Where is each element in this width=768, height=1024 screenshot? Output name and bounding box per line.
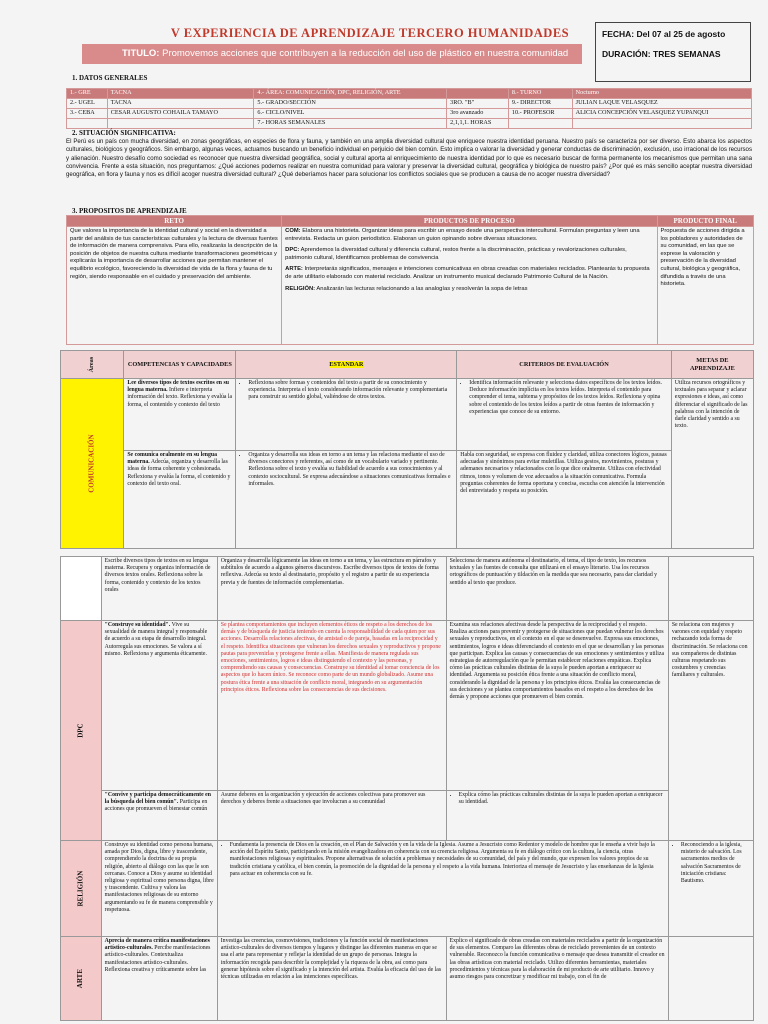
section-propositos-title: 3. PROPOSITOS DE APRENDIZAJE (72, 207, 187, 215)
datos-cell (67, 119, 108, 129)
area-blank (61, 557, 102, 621)
datos-cell: TACNA (107, 99, 254, 109)
duration-value: TRES SEMANAS (653, 49, 721, 59)
producto-dpc: DPC: Aprendemos la diversidad cultural y diferencia cultural, restos frente a la discriminación, prácticas y revalorizaciones culturales, patrimonio cultural, Identificamos problemas de convivencia (285, 247, 627, 261)
header-areas: Áreas (61, 351, 124, 379)
datos-cell: 7.- HORAS SEMANALES (254, 119, 447, 129)
datos-cell: 4.- ÁREA: COMUNICACIÓN, DPC, RELIGIÓN, ARTE (254, 89, 447, 99)
art-std: Investiga las creencias, cosmovisiones, tradiciones y la función social de manifestaciones artístico-culturales de diversos tiempos y lugares y distingue las diferentes maneras en que se usa el arte para representar y reflejar la identidad de un grupo de personas. Integra la información recogida para describir la complejidad y la riqueza de la obra, así como para generar hipótesis sobre el significado y la intención del artista. Evalúa la eficacia del uso de las técnicas utilizadas en relación a las intenciones específicas. (217, 937, 446, 1021)
header-competencias: COMPETENCIAS Y CAPACIDADES (124, 351, 236, 379)
date-box (595, 22, 751, 82)
datos-cell (572, 119, 751, 129)
datos-cell: 1.- GRE (67, 89, 108, 99)
datos-cell (447, 89, 509, 99)
header-productos: PRODUCTOS DE PROCESO (282, 216, 657, 227)
dpc-std0: Organiza y desarrolla lógicamente las ideas en torno a un tema, y las estructura en párrafos y subtítulos de acuerdo a algunos géneros discursivos. Escribe diversos tipos de textos de forma reflexiva. Adecúa su texto al destinatario, propósito y el registro a partir de su experiencia previa y de fuentes de información complementarias. (217, 557, 446, 621)
com-cap2: Se comunica oralmente en su lengua materna. Adecúa, organiza y desarrolla las ideas de forma coherente y cohesionada. Reflexiona y evalúa la forma, el contenido y contexto del texto oral. (124, 451, 236, 549)
com-std1: • Reflexiona sobre formas y contenidos del texto a partir de su conocimiento y experiencia. Interpreta el texto considerando información relevante y complementaria para construir su sentido global, valiéndose de otros textos. (236, 379, 457, 451)
section-datos-title: 1. DATOS GENERALES (72, 74, 148, 82)
datos-cell: 6.- CICLO/NIVEL (254, 109, 447, 119)
header-criterios: CRITERIOS DE EVALUACIÓN (457, 351, 672, 379)
section-situacion-title: 2. SITUACIÓN SIGNIFICATIVA: (72, 129, 176, 137)
datos-cell: 8.- TURNO (508, 89, 572, 99)
datos-row (67, 119, 752, 129)
art-meta (668, 937, 753, 1021)
dpc-cap0: Escribe diversos tipos de textos en su lengua materna. Recupera y organiza información de diversos textos orales. Reflexiona sobre la forma, contenido y contexto de los textos orales (101, 557, 217, 621)
competencias-table-dpc (60, 556, 754, 1021)
producto-com: COM: Elabora una historieta. Organizar ideas para escribir un ensayo desde una perspectiva intercultural. Formulan preguntas y leen una entrevista. Redacta un guion periodístico. Elaboran un guion opinando sobre diversas situaciones. (285, 228, 640, 242)
datos-cell: JULIAN LAQUE VELASQUEZ (572, 99, 751, 109)
date-value: Del 07 al 25 de agosto (636, 29, 726, 39)
rel-cap: Construye su identidad como persona humana, amada por Dios, digna, libre y trascendente, comprendiendo la doctrina de su propia religión, abierto al diálogo con las que le son cercanas. Conoce a Dios y asume su identidad religiosa y espiritual como persona digna, libre y trascendente. Cultiva y valora las manifestaciones religiosas de su entorno argumentando su fe de manera comprensible y respetuosa. (101, 841, 217, 937)
com-meta: Utiliza recursos ortográficos y textuales para separar y aclarar expresiones e ideas, así como diferenciar el significado de las palabras con la intención de darle claridad y sentido a su texto. (671, 379, 753, 549)
dpc-cap1: "Construye su identidad". Vive su sexualidad de manera integral y responsable de acuerdo a su etapa de desarrollo integral. Autorregula sus emociones. Se valora a sí mismo. Reflexiona y argumenta éticamente. (101, 621, 217, 791)
dpc-crit0: Selecciona de manera autónoma el destinatario, el tema, el tipo de texto, los recursos textuales y las fuentes de consulta que utilizará en el ensayo literario. Usa los recursos ortográficos de puntuación y tildación en la medida que sea necesario, para dar claridad y sentido al texto que produce. (446, 557, 668, 621)
situacion-text: El Perú es un país con mucha diversidad, en zonas geográficas, en especies de flora y fauna, y también en una amplia diversidad cultural que enriquece nuestra identidad peruana. Nuestro país se caracteriza por ser diverso. Esto abarca los aspectos culturales, biológicos y geográficos. Sin embargo, algunas veces, actuamos buscando un beneficio individual en perjuicio del bien común. Esto implica o valorar la diversidad y generar conductas de discriminación, exclusión, uso irracional de los recursos y alienación. Nuestro desafío como sociedad es reconocer que nuestra diversidad geográfica, social y cultural aporta al enriquecimiento de nuestra identidad por lo que es necesario buscar de forma permanente los mecanismos que permitan una sana convivencia. Frente a esta situación, nos preguntamos: ¿Qué acciones podemos realizar en nuestra comunidad para valorar y preservar la diversidad cultural, geográfica y biológica de nuestro país? ¿Por qué es más sencillo aceptar nuestra diversidad geográfica, en flora y fauna y nos es difícil acoger nuestra diversidad cultural? ¿Qué deberíamos hacer para solucionar los conflictos sociales que se producen a causa de no acoger nuestra diversidad? (66, 138, 752, 179)
com-std2: • Organiza y desarrolla sus ideas en torno a un tema y las relaciona mediante el uso de diversos conectores y referentes, así como de un vocabulario variado y pertinente. Reflexiona sobre el texto y evalúa su fiabilidad de acuerdo a sus conocimientos y al contexto sociocultural. Se expresa adecuándose a situaciones comunicativas formales e informales. (236, 451, 457, 549)
rel-std: • Fundamenta la presencia de Dios en la creación, en el Plan de Salvación y en la vida de la Iglesia. Asume a Jesucristo como Redentor y modelo de hombre que le enseña a vivir bajo la acción del Espíritu Santo, participando en la misión evangelizadora en coherencia con su creencia religiosa. Argumenta su fe en diálogo crítico con la cultura, la ciencia, otras manifestaciones religiosas y espirituales. Propone alternativas de solución a problemas y necesidades de su comunidad, del país y del mundo, que expresen los valores propios de su tradición cristiana y católica, el bien común, la promoción de la dignidad de la persona y el respeto a la vida humana. Interioriza el mensaje de Jesucristo y las enseñanzas de la Iglesia para actuar en coherencia con su fe. (217, 841, 668, 937)
purposes-table (66, 215, 754, 345)
theme-text: Promovemos acciones que contribuyen a la reducción del uso de plástico en nuestra comunidad (162, 48, 569, 59)
datos-cell: 3RO. "B" (447, 99, 509, 109)
datos-cell: 5.- GRADO/SECCIÓN (254, 99, 447, 109)
area-religion: RELIGIÓN (61, 841, 102, 937)
datos-cell: 9.- DIRECTOR (508, 99, 572, 109)
dpc-blank-meta (668, 557, 753, 621)
document-title: V EXPERIENCIA DE APRENDIZAJE TERCERO HUMANIDADES (170, 26, 570, 40)
datos-cell: CESAR AUGUSTO COHAILA TAMAYO (107, 109, 254, 119)
competencias-table-com (60, 350, 754, 549)
dpc-std1: Se plantea comportamientos que incluyen elementos éticos de respeto a los derechos de los demás y de búsqueda de justicia teniendo en cuenta la responsabilidad de cada quien por sus acciones. Desarrolla relaciones afectivas, de amistad o de pareja, basadas en la reciprocidad y el respeto. Identifica situaciones que vulneran los derechos sexuales y reproductivos y propone pautas para prevenirlas y protegerse frente a ellas. Manifiesta de manera regulada sus emociones, sentimientos, logros e ideas distinguiendo el contexto y las personas, y comprendiendo sus causas y consecuencias. Construye su identidad al tomar conciencia de los aspectos que lo hacen único. Se reconoce como parte de un mundo globalizado. Asume una postura ética frente a una situación de conflicto moral, integrando en su argumentación principios éticos. Reflexiona sobre las consecuencias de sus decisiones. (217, 621, 446, 791)
dpc-crit2: • Explica cómo las prácticas culturales distintas de la suya le pueden aportan a enriquecer su identidad. (446, 791, 668, 841)
header-reto: RETO (67, 216, 282, 227)
art-cap: Aprecia de manera crítica manifestaciones artístico-culturales. Percibe manifestaciones artístico-culturales. Contextualiza manifestaciones artístico-culturales. Reflexiona creativa y críticamente sobre las (101, 937, 217, 1021)
header-final: PRODUCTO FINAL (657, 216, 754, 227)
general-data-table (66, 88, 752, 129)
dpc-cap2: "Convive y participa democráticamente en la búsqueda del bien común". Participa en acciones que promueven el bienestar común (101, 791, 217, 841)
datos-cell: 10.- PROFESOR (508, 109, 572, 119)
header-estandar: ESTANDAR (236, 351, 457, 379)
producto-religion: RELIGIÓN: Analizarán las lecturas relacionando a las analogías y resolverán la sopa de letras (285, 285, 528, 292)
datos-row (67, 89, 752, 99)
producto-arte: ARTE: Interpretarás significados, mensajes e intenciones comunicativas en obras creadas con materiales reciclados. Plantearás tu propuesta de arte utilitario elaborado con material reciclado. Analizar un instrumento musical declarado Patrimonio Cultural de la Nación. (285, 266, 650, 280)
area-arte: ARTE (61, 937, 102, 1021)
com-cap1: Lee diversos tipos de textos escritos en su lengua materna. Infiere e interpreta información del texto. Reflexiona y evalúa la forma, el contenido y contexto del texto (124, 379, 236, 451)
duration-label: DURACIÓN: (602, 49, 651, 59)
datos-cell: 2,1,1,1. HORAS (447, 119, 509, 129)
reto-text: Que valores la importancia de la identidad cultural y social en la diversidad a partir del análisis de tus características culturales y la lectura de diversas fuentes de información de manera comprensiva. Para ello, realizarás la descripción de la posición de objetos de nuestra cultura mediante transformaciones geométricas y explicarás la importancia de desarrollar acciones que permitan mantener el equilibrio ecológico, favoreciendo la diversidad de vida de la flora y fauna de tu región, siendo responsable en el cuidado y preservación del ambiente. (67, 227, 282, 345)
date-label: FECHA: (602, 29, 635, 39)
theme-label: TITULO: (122, 48, 160, 59)
datos-cell: Nocturno (572, 89, 751, 99)
dpc-meta: Se relaciona con mujeres y varones con equidad y respeto rechazando toda forma de discriminación. Se relaciona con sus compañeros de distintas culturas respetando sus costumbres y creencias familiares y culturales. (668, 621, 753, 841)
datos-row (67, 109, 752, 119)
area-comunicacion: COMUNICACIÓN (61, 379, 124, 549)
datos-cell: 3ro avanzado (447, 109, 509, 119)
datos-cell: 3.- CEBA (67, 109, 108, 119)
datos-cell (107, 119, 254, 129)
com-crit2: Habla con seguridad, se expresa con fluidez y claridad, utiliza conectores lógicos, pausas adecuadas y sinónimos para evitar muletillas. Utiliza gestos, movimientos, posturas y ademanes necesarios y relacionados con lo que dice oralmente. Utiliza con efectividad ritmos, tonos y volumen de voz adecuados a la situación comunicativa. Formula preguntas coherentes de forma oportuna y concisa, escucha con atención la intervención del entrevistado y respeta su posición. (457, 451, 672, 549)
area-dpc: DPC (61, 621, 102, 841)
header-metas: METAS DE APRENDIZAJE (671, 351, 753, 379)
datos-cell: 2.- UGEL (67, 99, 108, 109)
datos-cell (508, 119, 572, 129)
datos-row (67, 99, 752, 109)
com-crit1: • Identifica información relevante y selecciona datos específicos de los textos leídos. Deduce información implícita en los textos leídos. Interpreta el contenido para comprender el tema, subtema y propósitos de los textos leídos. Reflexiona y opina sobre el contenido de los textos leídos a partir de otras fuentes de información y experiencias que conoce de su entorno. (457, 379, 672, 451)
producto-final-text: Propuesta de acciones dirigida a los pobladores y autoridades de su comunidad, en las que se exprese la valoración y preservación de la diversidad cultural, biológica y geográfica, difundida a través de una historieta. (657, 227, 754, 345)
datos-cell: TACNA (107, 89, 254, 99)
productos-cell (282, 227, 657, 345)
dpc-crit1: Examina sus relaciones afectivas desde la perspectiva de la reciprocidad y el respeto. Realiza acciones para prevenir y protegerse de situaciones que puedan vulnerar los derechos sexuales y reproductivos, en el contexto en el que se desenvuelve. Expresa sus emociones, sentimientos, logros e ideas diferenciando el contexto en el que se desarrollan y las personas que participan. Explica las causas y consecuencias de sus emociones y sentimientos y utiliza estrategias de autorregulación que le permitan establecer relaciones empáticas. Explica cómo las prácticas culturales distintas de la suya le pueden aportan a enriquecer su identidad. Argumenta su posición ética frente a una situación de conflicto moral, considerando la dignidad de la persona y los principios éticos. Evalúa las consecuencias de sus decisiones y se plantea comportamientos basados en el respeto a los derechos de los demás y propone acciones que promueven el bien común. (446, 621, 668, 791)
datos-cell: ALICIA CONCEPCIÓN VELASQUEZ YUPANQUI (572, 109, 751, 119)
rel-meta: • Reconociendo a la iglesia, misterio de salvación. Los sacramentos medios de salvación Sacramentos de iniciación cristiana: Bautismo. (668, 841, 753, 937)
theme-banner (82, 44, 582, 64)
dpc-std2: Asume deberes en la organización y ejecución de acciones colectivas para promover sus derechos y deberes frente a situaciones que involucran a su comunidad (217, 791, 446, 841)
art-crit: Explico el significado de obras creadas con materiales reciclados a partir de la organización de sus elementos. Comparo las diferentes obras de reciclado provenientes de un contexto vulnerable. Reconozco la función comunicativa o mensaje que desea transmitir el creador en las obras artísticas con material reciclado. Utilizo diferentes herramientas, materiales procedimientos y técnicas para la elaboración de mi producto de arte utilitario. Innovo y asumo riesgos para concretizar y modificar mi trabajo, con el fin de (446, 937, 668, 1021)
